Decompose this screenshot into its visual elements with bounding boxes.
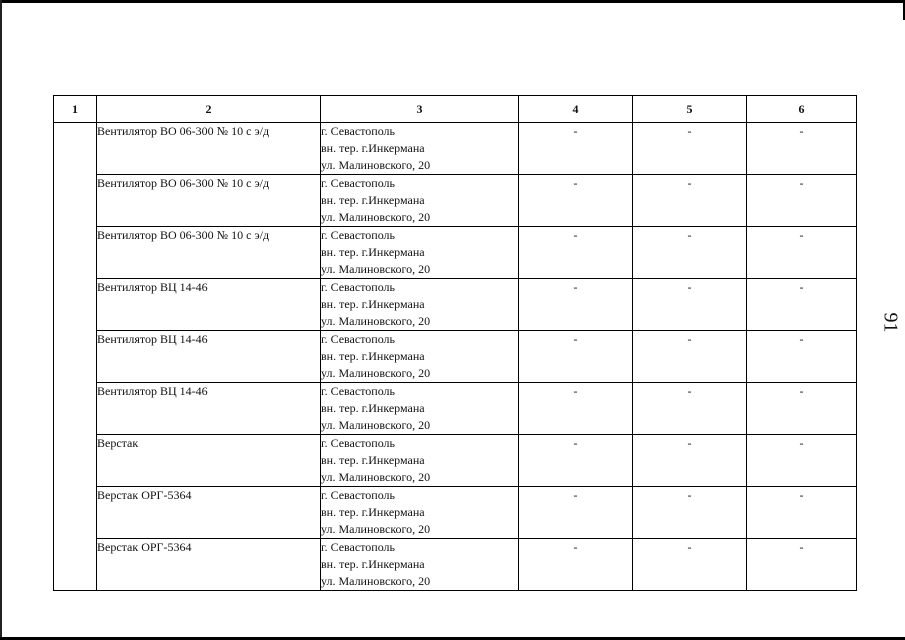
col-4-value: - xyxy=(519,383,633,435)
table-row xyxy=(54,331,857,383)
address-line: вн. тер. г.Инкермана xyxy=(321,349,425,363)
address-line: г. Севастополь xyxy=(321,280,396,294)
address-line: ул. Малиновского, 20 xyxy=(321,522,431,536)
address-line: г. Севастополь xyxy=(321,228,396,242)
equipment-address xyxy=(321,487,519,539)
scan-edge-top xyxy=(0,0,905,3)
col-6-value: - xyxy=(747,123,857,175)
table-row xyxy=(54,383,857,435)
address-line: ул. Малиновского, 20 xyxy=(321,262,431,276)
equipment-address xyxy=(321,383,519,435)
col-4-value: - xyxy=(519,539,633,591)
address-line: вн. тер. г.Инкермана xyxy=(321,245,425,259)
equipment-name: Верстак xyxy=(97,435,321,487)
equipment-name: Верстак ОРГ-5364 xyxy=(97,487,321,539)
address-line: ул. Малиновского, 20 xyxy=(321,470,431,484)
col-5-value: - xyxy=(633,539,747,591)
col-4-value: - xyxy=(519,279,633,331)
table-row xyxy=(54,279,857,331)
col-4-value: - xyxy=(519,123,633,175)
page-number: 91 xyxy=(879,312,902,333)
table-row xyxy=(54,123,857,175)
equipment-name: Вентилятор ВЦ 14-46 xyxy=(97,331,321,383)
address-line: ул. Малиновского, 20 xyxy=(321,574,431,588)
header-col-2: 2 xyxy=(97,96,321,123)
header-col-1: 1 xyxy=(54,96,97,123)
col-6-value: - xyxy=(747,279,857,331)
address-line: г. Севастополь xyxy=(321,176,396,190)
address-line: г. Севастополь xyxy=(321,124,396,138)
table-row xyxy=(54,435,857,487)
col-4-value: - xyxy=(519,331,633,383)
col-5-value: - xyxy=(633,123,747,175)
address-line: ул. Малиновского, 20 xyxy=(321,210,431,224)
table-row xyxy=(54,487,857,539)
equipment-address xyxy=(321,123,519,175)
header-col-3: 3 xyxy=(321,96,519,123)
equipment-address xyxy=(321,435,519,487)
header-col-4: 4 xyxy=(519,96,633,123)
col-6-value: - xyxy=(747,331,857,383)
equipment-table xyxy=(53,95,857,591)
equipment-address xyxy=(321,539,519,591)
equipment-address xyxy=(321,331,519,383)
equipment-name: Верстак ОРГ-5364 xyxy=(97,539,321,591)
col-5-value: - xyxy=(633,435,747,487)
equipment-name: Вентилятор ВЦ 14-46 xyxy=(97,383,321,435)
col-5-value: - xyxy=(633,383,747,435)
address-line: вн. тер. г.Инкермана xyxy=(321,401,425,415)
col-6-value: - xyxy=(747,539,857,591)
address-line: ул. Малиновского, 20 xyxy=(321,418,431,432)
col-5-value: - xyxy=(633,279,747,331)
col-6-value: - xyxy=(747,383,857,435)
equipment-address xyxy=(321,279,519,331)
equipment-name: Вентилятор ВО 06-300 № 10 с э/д xyxy=(97,123,321,175)
address-line: г. Севастополь xyxy=(321,384,396,398)
col-6-value: - xyxy=(747,175,857,227)
col-4-value: - xyxy=(519,227,633,279)
col-4-value: - xyxy=(519,435,633,487)
address-line: вн. тер. г.Инкермана xyxy=(321,453,425,467)
col-5-value: - xyxy=(633,175,747,227)
col-5-value: - xyxy=(633,331,747,383)
col-6-value: - xyxy=(747,227,857,279)
address-line: ул. Малиновского, 20 xyxy=(321,158,431,172)
equipment-name: Вентилятор ВО 06-300 № 10 с э/д xyxy=(97,227,321,279)
table-row xyxy=(54,539,857,591)
header-col-6: 6 xyxy=(747,96,857,123)
address-line: вн. тер. г.Инкермана xyxy=(321,557,425,571)
table-row xyxy=(54,227,857,279)
col-4-value: - xyxy=(519,487,633,539)
address-line: вн. тер. г.Инкермана xyxy=(321,193,425,207)
col-6-value: - xyxy=(747,487,857,539)
col-4-value: - xyxy=(519,175,633,227)
table-header-row xyxy=(54,96,857,123)
address-line: г. Севастополь xyxy=(321,488,396,502)
col-5-value: - xyxy=(633,227,747,279)
scan-edge-left xyxy=(0,0,2,640)
address-line: вн. тер. г.Инкермана xyxy=(321,141,425,155)
address-line: г. Севастополь xyxy=(321,332,396,346)
row-number-cell xyxy=(54,123,97,591)
address-line: г. Севастополь xyxy=(321,540,396,554)
equipment-name: Вентилятор ВЦ 14-46 xyxy=(97,279,321,331)
address-line: ул. Малиновского, 20 xyxy=(321,314,431,328)
address-line: ул. Малиновского, 20 xyxy=(321,366,431,380)
address-line: вн. тер. г.Инкермана xyxy=(321,297,425,311)
col-6-value: - xyxy=(747,435,857,487)
address-line: г. Севастополь xyxy=(321,436,396,450)
table-row xyxy=(54,175,857,227)
address-line: вн. тер. г.Инкермана xyxy=(321,505,425,519)
equipment-address xyxy=(321,175,519,227)
equipment-name: Вентилятор ВО 06-300 № 10 с э/д xyxy=(97,175,321,227)
col-5-value: - xyxy=(633,487,747,539)
header-col-5: 5 xyxy=(633,96,747,123)
equipment-address xyxy=(321,227,519,279)
